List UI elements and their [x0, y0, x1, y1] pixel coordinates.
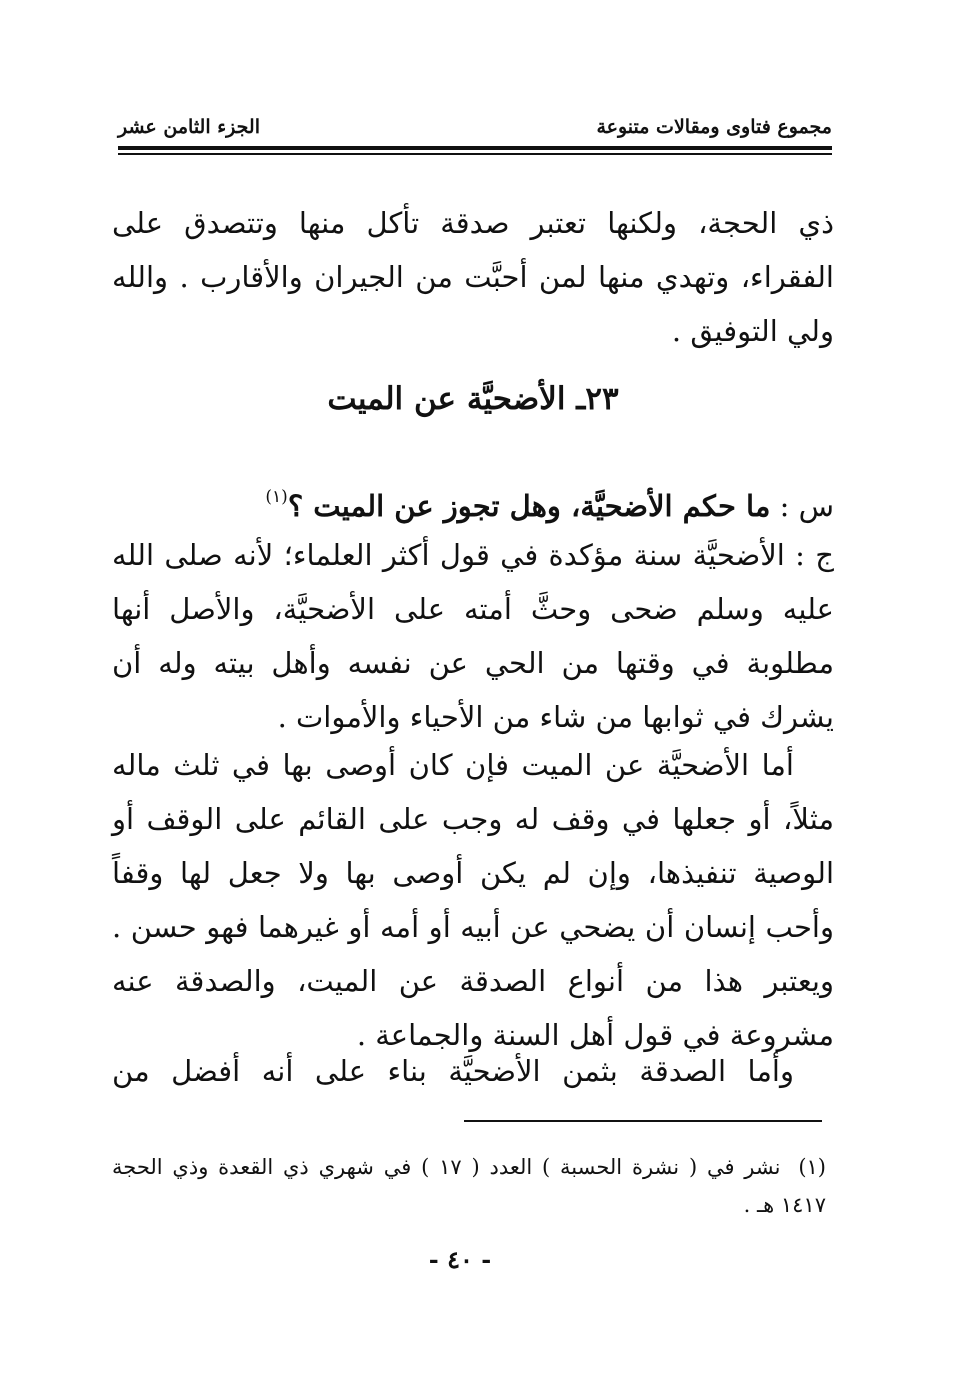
header-rule-thin: [118, 153, 832, 155]
paragraph-continuation: ذي الحجة، ولكنها تعتبر صدقة تأكل منها وتتصدق على الفقراء، وتهدي منها لمن أحبَّت من الجيران والأقارب . والله ولي التوفيق .: [112, 206, 834, 348]
footnote-separator: [464, 1120, 822, 1122]
question-line: [112, 470, 834, 533]
paragraph-third: وأما الصدقة بثمن الأضحيَّة بناء على أنه أفضل من: [112, 1054, 794, 1088]
paragraph-answer: ج : الأضحيَّة سنة مؤكدة في قول أكثر العلماء؛ لأنه صلى الله عليه وسلم ضحى وحثَّ أمته على الأضحيَّة، والأصل أنها مطلوبة في وقتها من الحي عن نفسه وأهل بيته وله أن يشرك في ثوابها من شاء من الأحياء والأموات .: [112, 538, 834, 734]
section-title: ٢٣ـ الأضحيَّة عن الميت: [327, 381, 619, 417]
footnote-number: (١): [798, 1155, 826, 1179]
paragraph-second: أما الأضحيَّة عن الميت فإن كان أوصى بها في ثلث ماله مثلاً، أو جعلها في وقف له وجب على القائم على الوقف أو الوصية تنفيذها، وإن لم يكن أوصى بها ولا جعل لها وقفاً وأحب إنسان أن يضحي عن أبيه أو أمه أو غيرهما فهو حسن . ويعتبر هذا من أنواع الصدقة عن الميت، والصدقة عنه مشروعة في قول أهل السنة والجماعة .: [112, 748, 834, 1052]
question-marker: س :: [779, 489, 834, 523]
header-part-label: الجزء الثامن عشر: [118, 116, 260, 138]
footnote: [112, 1148, 826, 1224]
running-header: [118, 112, 832, 146]
header-book-title: مجموع فتاوى ومقالات متنوعة: [596, 116, 832, 138]
footnote-text: نشر في ( نشرة الحسبة ) العدد ( ١٧ ) في شهري ذي القعدة وذي الحجة ١٤١٧ هـ .: [112, 1155, 826, 1217]
question-text: ما حكم الأضحيَّة، وهل تجوز عن الميت ؟: [287, 489, 771, 523]
header-rule-thick: [118, 146, 832, 150]
page-number: - ٤٠ -: [428, 1245, 492, 1274]
footnote-reference: (١): [265, 487, 288, 507]
